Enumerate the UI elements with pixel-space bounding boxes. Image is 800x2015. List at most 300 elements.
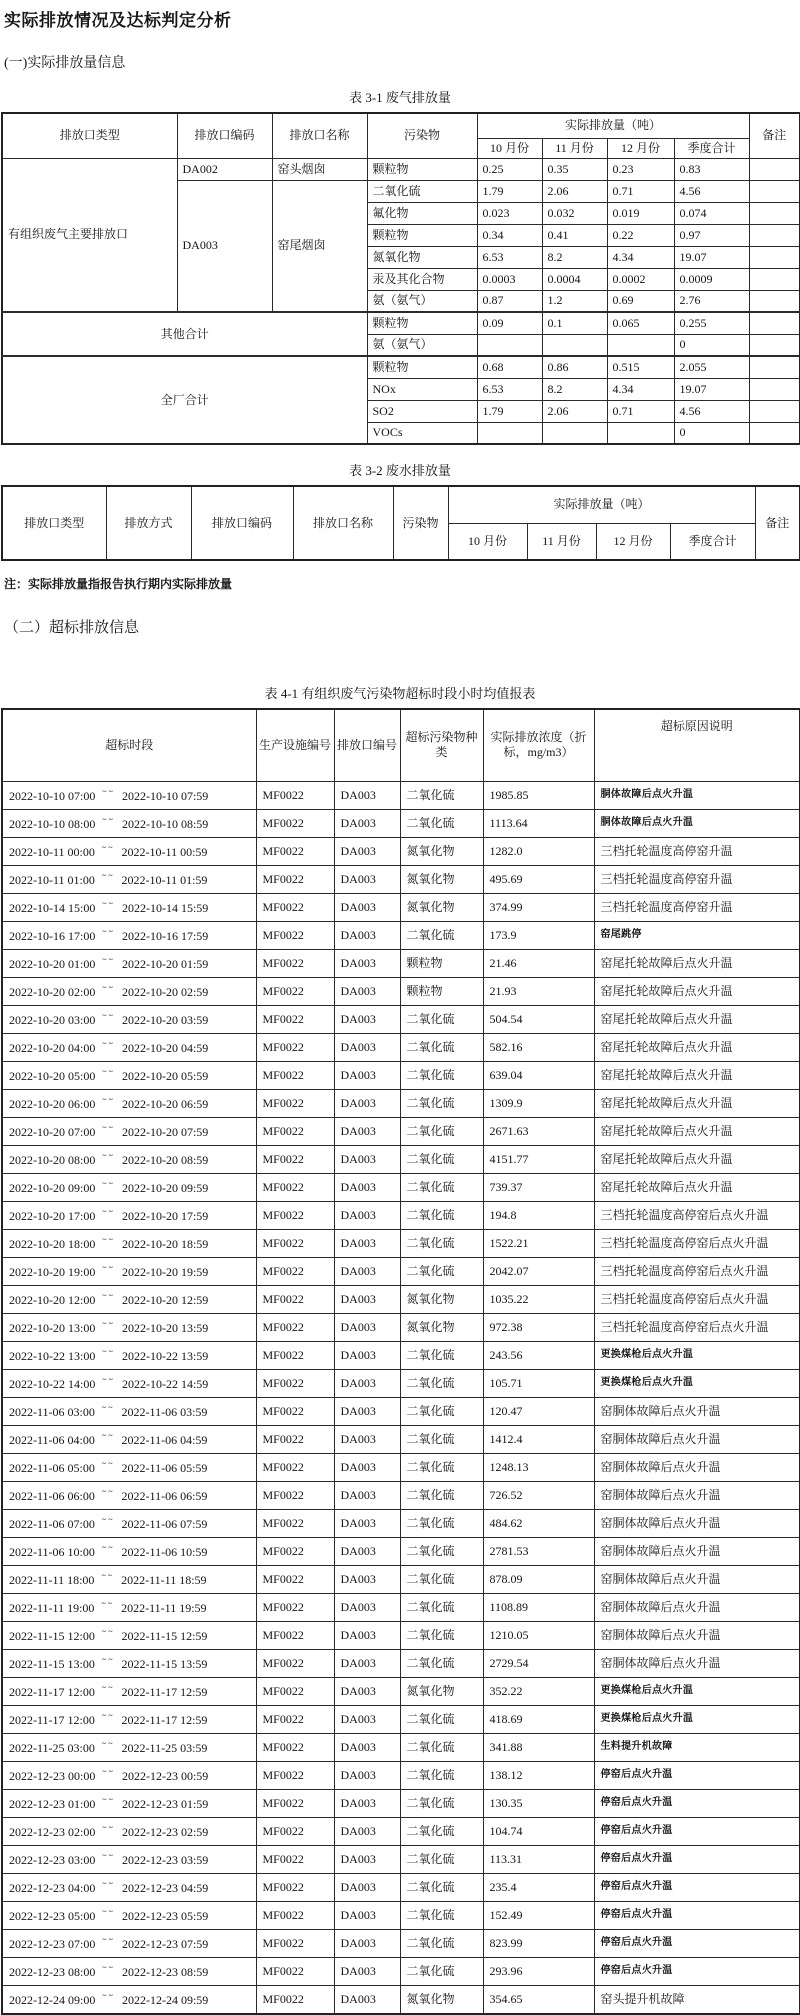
concentration-cell: 582.16 [483,1033,594,1061]
device-cell: MF0022 [256,865,334,893]
overrun-row [2,809,800,837]
overrun-row [2,977,800,1005]
overrun-period-cell: 2022-12-23 02:00 ~~ 2022-12-23 02:59 [2,1817,256,1845]
concentration-cell: 243.56 [483,1341,594,1369]
cell [542,422,607,444]
concentration-cell: 972.38 [483,1313,594,1341]
overrun-row [2,1285,800,1313]
concentration-cell: 1282.0 [483,837,594,865]
cell [749,268,800,290]
overrun-period-cell: 2022-10-22 13:00 ~~ 2022-10-22 13:59 [2,1341,256,1369]
outlet-cell: DA003 [334,1845,400,1873]
pollutant-cell: 二氧化硫 [400,1957,483,1985]
cell [749,180,800,202]
time-separator: ~~ [102,814,115,824]
device-cell: MF0022 [256,1033,334,1061]
overrun-row [2,1789,800,1817]
overrun-row [2,1845,800,1873]
pollutant-cell: 二氧化硫 [400,781,483,809]
concentration-cell: 104.74 [483,1817,594,1845]
reason-cell: 窑胴体故障后点火升温 [594,1649,800,1677]
pollutant-cell: 二氧化硫 [400,1369,483,1397]
device-cell: MF0022 [256,1229,334,1257]
cell: NOx [367,378,477,400]
time-separator: ~~ [102,1122,115,1132]
reason-cell: 更换煤枪后点火升温 [594,1677,800,1705]
device-cell: MF0022 [256,1145,334,1173]
cell [749,400,800,422]
outlet-cell: DA003 [334,1901,400,1929]
reason-cell: 停窑后点火升温 [594,1817,800,1845]
overrun-row [2,1257,800,1285]
overrun-period-cell: 2022-12-23 04:00 ~~ 2022-12-23 04:59 [2,1873,256,1901]
cell: 0.255 [674,312,749,334]
header-cell: 季度合计 [674,138,749,158]
overrun-period-cell: 2022-10-20 13:00 ~~ 2022-10-20 13:59 [2,1313,256,1341]
pollutant-cell: 氮氧化物 [400,837,483,865]
cell: 窑头烟囱 [272,158,367,180]
overrun-row [2,1229,800,1257]
overrun-period-cell: 2022-11-25 03:00 ~~ 2022-11-25 03:59 [2,1733,256,1761]
overrun-row [2,1061,800,1089]
reason-cell: 三档托轮温度高停窑升温 [594,893,800,921]
overrun-period-cell: 2022-11-15 12:00 ~~ 2022-11-15 12:59 [2,1621,256,1649]
pollutant-cell: 二氧化硫 [400,1481,483,1509]
header-cell: 实际排放量（吨） [448,486,755,523]
time-separator: ~~ [101,1710,115,1720]
overrun-period-cell: 2022-11-15 13:00 ~~ 2022-11-15 13:59 [2,1649,256,1677]
cell: 0.41 [542,224,607,246]
device-cell: MF0022 [256,1817,334,1845]
concentration-cell: 1035.22 [483,1285,594,1313]
outlet-cell: DA003 [334,1089,400,1117]
cell: 颗粒物 [367,312,477,334]
time-separator: ~~ [101,1402,115,1412]
pollutant-cell: 二氧化硫 [400,921,483,949]
outlet-cell: DA003 [334,893,400,921]
cell: 0.0009 [674,268,749,290]
cell: 0.0002 [607,268,674,290]
time-separator: ~~ [101,1598,115,1608]
cell: 其他合计 [2,312,367,356]
device-cell: MF0022 [256,1929,334,1957]
cell: 0.34 [477,224,542,246]
concentration-cell: 878.09 [483,1565,594,1593]
overrun-row [2,1565,800,1593]
cell: 0.065 [607,312,674,334]
device-cell: MF0022 [256,1761,334,1789]
time-separator: ~~ [101,1486,115,1496]
reason-cell: 窑胴体故障后点火升温 [594,1621,800,1649]
reason-cell: 胴体故障后点火升温 [594,781,800,809]
concentration-cell: 1309.9 [483,1089,594,1117]
overrun-period-cell: 2022-12-23 05:00 ~~ 2022-12-23 05:59 [2,1901,256,1929]
pollutant-cell: 氮氧化物 [400,865,483,893]
reason-cell: 停窑后点火升温 [594,1957,800,1985]
pollutant-cell: 二氧化硫 [400,1565,483,1593]
header-cell: 排放口编码 [177,113,272,158]
overrun-period-cell: 2022-11-17 12:00 ~~ 2022-11-17 12:59 [2,1677,256,1705]
overrun-period-cell: 2022-10-20 01:00 ~~ 2022-10-20 01:59 [2,949,256,977]
overrun-period-cell: 2022-11-06 05:00 ~~ 2022-11-06 05:59 [2,1453,256,1481]
device-cell: MF0022 [256,1901,334,1929]
overrun-row [2,1901,800,1929]
reason-cell: 窑头提升机故障 [594,1985,800,2014]
overrun-row [2,893,800,921]
pollutant-cell: 二氧化硫 [400,1733,483,1761]
reason-cell: 窑胴体故障后点火升温 [594,1565,800,1593]
table-note: 注：实际排放量指报告执行期内实际排放量 [4,577,233,591]
header-cell: 污染物 [367,113,477,158]
time-separator: ~~ [101,1738,115,1748]
cell: 0.032 [542,202,607,224]
reason-cell: 三档托轮温度高停窑后点火升温 [594,1285,800,1313]
concentration-cell: 504.54 [483,1005,594,1033]
concentration-cell: 293.96 [483,1957,594,1985]
overrun-row [2,1929,800,1957]
device-cell: MF0022 [256,809,334,837]
device-cell: MF0022 [256,1453,334,1481]
overrun-row [2,1005,800,1033]
time-separator: ~~ [102,1262,115,1272]
cell: 0.515 [607,356,674,378]
cell [749,290,800,312]
pollutant-cell: 氮氧化物 [400,1313,483,1341]
overrun-period-cell: 2022-10-20 07:00 ~~ 2022-10-20 07:59 [2,1117,256,1145]
time-separator: ~~ [102,1794,115,1804]
cell: 4.34 [607,246,674,268]
time-separator: ~~ [102,1290,115,1300]
outlet-cell: DA003 [334,1229,400,1257]
outlet-cell: DA003 [334,1285,400,1313]
waste-gas-emission-table [1,112,800,445]
concentration-cell: 235.4 [483,1873,594,1901]
cell: 1.79 [477,180,542,202]
cell: 0 [674,334,749,356]
waste-water-emission-table [1,485,800,561]
device-cell: MF0022 [256,1677,334,1705]
concentration-cell: 418.69 [483,1705,594,1733]
header-cell: 实际排放浓度（折标，mg/m3） [483,709,594,781]
outlet-cell: DA003 [334,1957,400,1985]
device-cell: MF0022 [256,1397,334,1425]
cell: 19.07 [674,246,749,268]
overrun-row [2,1453,800,1481]
overrun-period-cell: 2022-10-20 19:00 ~~ 2022-10-20 19:59 [2,1257,256,1285]
pollutant-cell: 二氧化硫 [400,1789,483,1817]
time-separator: ~~ [102,1934,115,1944]
cell: VOCs [367,422,477,444]
overrun-period-cell: 2022-10-16 17:00 ~~ 2022-10-16 17:59 [2,921,256,949]
outlet-cell: DA003 [334,1369,400,1397]
overrun-row [2,1817,800,1845]
reason-cell: 生料提升机故障 [594,1733,800,1761]
concentration-cell: 374.99 [483,893,594,921]
cell: 2.06 [542,180,607,202]
overrun-row [2,1145,800,1173]
outlet-cell: DA003 [334,949,400,977]
time-separator: ~~ [102,1038,115,1048]
header-cell: 排放口名称 [293,486,393,560]
reason-cell: 窑胴体故障后点火升温 [594,1509,800,1537]
section-heading-actual-emission: (一)实际排放量信息 [4,56,126,71]
cell [607,422,674,444]
cell: 0.69 [607,290,674,312]
reason-cell: 停窑后点火升温 [594,1789,800,1817]
time-separator: ~~ [102,1094,115,1104]
cell: 4.34 [607,378,674,400]
concentration-cell: 484.62 [483,1509,594,1537]
cell: 汞及其化合物 [367,268,477,290]
overrun-row [2,1649,800,1677]
cell [749,422,800,444]
overrun-row [2,1425,800,1453]
overrun-period-cell: 2022-10-10 07:00 ~~ 2022-10-10 07:59 [2,781,256,809]
reason-cell: 停窑后点火升温 [594,1901,800,1929]
cell [749,158,800,180]
cell: 0.35 [542,158,607,180]
reason-cell: 胴体故障后点火升温 [594,809,800,837]
reason-cell: 窑胴体故障后点火升温 [594,1397,800,1425]
header-cell: 生产设施编号 [256,709,334,781]
cell [477,422,542,444]
concentration-cell: 1108.89 [483,1593,594,1621]
time-separator: ~~ [102,1178,115,1188]
time-separator: ~~ [101,1654,115,1664]
reason-cell: 更换煤枪后点火升温 [594,1705,800,1733]
time-separator: ~~ [101,870,115,880]
reason-cell: 停窑后点火升温 [594,1761,800,1789]
header-cell: 超标污染物种类 [400,709,483,781]
cell: 4.56 [674,400,749,422]
concentration-cell: 120.47 [483,1397,594,1425]
reason-cell: 停窑后点火升温 [594,1845,800,1873]
overrun-table-body [2,781,800,2014]
overrun-row [2,1173,800,1201]
overrun-table-caption: 表 4-1 有组织废气污染物超标时段小时均值报表 [264,686,536,701]
outlet-cell: DA003 [334,1453,400,1481]
overrun-row [2,1341,800,1369]
concentration-cell: 173.9 [483,921,594,949]
device-cell: MF0022 [256,1341,334,1369]
reason-cell: 窑胴体故障后点火升温 [594,1453,800,1481]
time-separator: ~~ [102,1766,115,1776]
outlet-cell: DA003 [334,781,400,809]
pollutant-cell: 二氧化硫 [400,1117,483,1145]
pollutant-cell: 二氧化硫 [400,1173,483,1201]
time-separator: ~~ [102,1374,115,1384]
concentration-cell: 1113.64 [483,809,594,837]
pollutant-cell: 二氧化硫 [400,1621,483,1649]
overrun-period-cell: 2022-12-24 09:00 ~~ 2022-12-24 09:59 [2,1985,256,2014]
cell: 0.68 [477,356,542,378]
outlet-cell: DA003 [334,1145,400,1173]
concentration-cell: 2729.54 [483,1649,594,1677]
overrun-period-cell: 2022-11-06 03:00 ~~ 2022-11-06 03:59 [2,1397,256,1425]
outlet-cell: DA003 [334,1061,400,1089]
device-cell: MF0022 [256,1201,334,1229]
outlet-cell: DA003 [334,1537,400,1565]
cell: DA002 [177,158,272,180]
overrun-period-cell: 2022-10-14 15:00 ~~ 2022-10-14 15:59 [2,893,256,921]
cell: 0.25 [477,158,542,180]
cell: 全厂合计 [2,356,367,444]
time-separator: ~~ [102,898,115,908]
concentration-cell: 1210.05 [483,1621,594,1649]
device-cell: MF0022 [256,1425,334,1453]
outlet-cell: DA003 [334,865,400,893]
overrun-period-cell: 2022-11-06 10:00 ~~ 2022-11-06 10:59 [2,1537,256,1565]
time-separator: ~~ [102,1906,115,1916]
pollutant-cell: 二氧化硫 [400,1257,483,1285]
pollutant-cell: 氮氧化物 [400,1285,483,1313]
cell: 窑尾烟囱 [272,180,367,312]
time-separator: ~~ [102,1990,115,2000]
outlet-cell: DA003 [334,921,400,949]
time-separator: ~~ [102,982,115,992]
outlet-cell: DA003 [334,1817,400,1845]
concentration-cell: 2042.07 [483,1257,594,1285]
concentration-cell: 21.46 [483,949,594,977]
overrun-period-cell: 2022-10-20 03:00 ~~ 2022-10-20 03:59 [2,1005,256,1033]
device-cell: MF0022 [256,1481,334,1509]
overrun-row [2,781,800,809]
overrun-row [2,1677,800,1705]
concentration-cell: 138.12 [483,1761,594,1789]
pollutant-cell: 二氧化硫 [400,1537,483,1565]
pollutant-cell: 二氧化硫 [400,1033,483,1061]
concentration-cell: 4151.77 [483,1145,594,1173]
header-cell: 排放口类型 [2,486,106,560]
header-cell: 污染物 [393,486,448,560]
overrun-row [2,949,800,977]
cell: 二氧化硫 [367,180,477,202]
overrun-period-cell: 2022-12-23 08:00 ~~ 2022-12-23 08:59 [2,1957,256,1985]
time-separator: ~~ [101,1682,115,1692]
outlet-cell: DA003 [334,837,400,865]
overrun-row [2,1033,800,1061]
outlet-cell: DA003 [334,1873,400,1901]
table-row [2,486,800,523]
cell: 有组织废气主要排放口 [2,158,177,312]
header-cell: 超标原因说明 [594,709,800,781]
overrun-period-cell: 2022-11-06 07:00 ~~ 2022-11-06 07:59 [2,1509,256,1537]
overrun-row [2,1481,800,1509]
cell: 氨（氨气） [367,290,477,312]
device-cell: MF0022 [256,1061,334,1089]
outlet-cell: DA003 [334,1341,400,1369]
cell: 2.76 [674,290,749,312]
cell: 氮氧化物 [367,246,477,268]
header-cell: 备注 [749,113,800,158]
pollutant-cell: 颗粒物 [400,977,483,1005]
header-cell: 季度合计 [670,523,755,560]
cell [749,224,800,246]
table-row [2,312,800,334]
cell: 8.2 [542,378,607,400]
pollutant-cell: 二氧化硫 [400,1761,483,1789]
time-separator: ~~ [101,1514,115,1524]
header-cell: 排放方式 [106,486,191,560]
cell: 颗粒物 [367,356,477,378]
overrun-row [2,1705,800,1733]
reason-cell: 三档托轮温度高停窑升温 [594,837,800,865]
pollutant-cell: 颗粒物 [400,949,483,977]
reason-cell: 窑尾托轮故障后点火升温 [594,977,800,1005]
cell: SO2 [367,400,477,422]
concentration-cell: 341.88 [483,1733,594,1761]
outlet-cell: DA003 [334,1985,400,2014]
reason-cell: 窑尾跳停 [594,921,800,949]
cell [477,334,542,356]
overrun-period-cell: 2022-10-22 14:00 ~~ 2022-10-22 14:59 [2,1369,256,1397]
overrun-period-cell: 2022-12-23 07:00 ~~ 2022-12-23 07:59 [2,1929,256,1957]
overrun-row [2,1313,800,1341]
header-cell: 排放口名称 [272,113,367,158]
reason-cell: 窑胴体故障后点火升温 [594,1537,800,1565]
outlet-cell: DA003 [334,977,400,1005]
time-separator: ~~ [101,1542,115,1552]
reason-cell: 三档托轮温度高停窑后点火升温 [594,1257,800,1285]
cell: 4.56 [674,180,749,202]
time-separator: ~~ [101,1458,115,1468]
cell: 1.2 [542,290,607,312]
device-cell: MF0022 [256,1285,334,1313]
time-separator: ~~ [102,1234,115,1244]
device-cell: MF0022 [256,1537,334,1565]
outlet-cell: DA003 [334,1929,400,1957]
cell [749,312,800,334]
overrun-period-cell: 2022-11-11 19:00 ~~ 2022-11-11 19:59 [2,1593,256,1621]
cell: 颗粒物 [367,224,477,246]
cell: 0.074 [674,202,749,224]
device-cell: MF0022 [256,1005,334,1033]
page-title: 实际排放情况及达标判定分析 [4,11,232,30]
device-cell: MF0022 [256,1789,334,1817]
overrun-row [2,1509,800,1537]
reason-cell: 停窑后点火升温 [594,1929,800,1957]
overrun-period-cell: 2022-11-11 18:00 ~~ 2022-11-11 18:59 [2,1565,256,1593]
header-cell: 11 月份 [527,523,596,560]
cell: 19.07 [674,378,749,400]
pollutant-cell: 二氧化硫 [400,1341,483,1369]
concentration-cell: 113.31 [483,1845,594,1873]
pollutant-cell: 二氧化硫 [400,1845,483,1873]
concentration-cell: 21.93 [483,977,594,1005]
time-separator: ~~ [102,1010,115,1020]
overrun-period-cell: 2022-10-10 08:00 ~~ 2022-10-10 08:59 [2,809,256,837]
overrun-row [2,1621,800,1649]
pollutant-cell: 二氧化硫 [400,1061,483,1089]
cell: 0.0003 [477,268,542,290]
pollutant-cell: 二氧化硫 [400,1397,483,1425]
reason-cell: 窑尾托轮故障后点火升温 [594,1145,800,1173]
concentration-cell: 354.65 [483,1985,594,2014]
waste-water-table-caption: 表 3-2 废水排放量 [349,463,451,478]
cell [607,334,674,356]
overrun-period-cell: 2022-10-20 05:00 ~~ 2022-10-20 05:59 [2,1061,256,1089]
pollutant-cell: 二氧化硫 [400,1453,483,1481]
device-cell: MF0022 [256,1369,334,1397]
cell: 1.79 [477,400,542,422]
outlet-cell: DA003 [334,1621,400,1649]
pollutant-cell: 二氧化硫 [400,1901,483,1929]
cell [749,356,800,378]
device-cell: MF0022 [256,921,334,949]
pollutant-cell: 氮氧化物 [400,1677,483,1705]
outlet-cell: DA003 [334,1677,400,1705]
outlet-cell: DA003 [334,1117,400,1145]
